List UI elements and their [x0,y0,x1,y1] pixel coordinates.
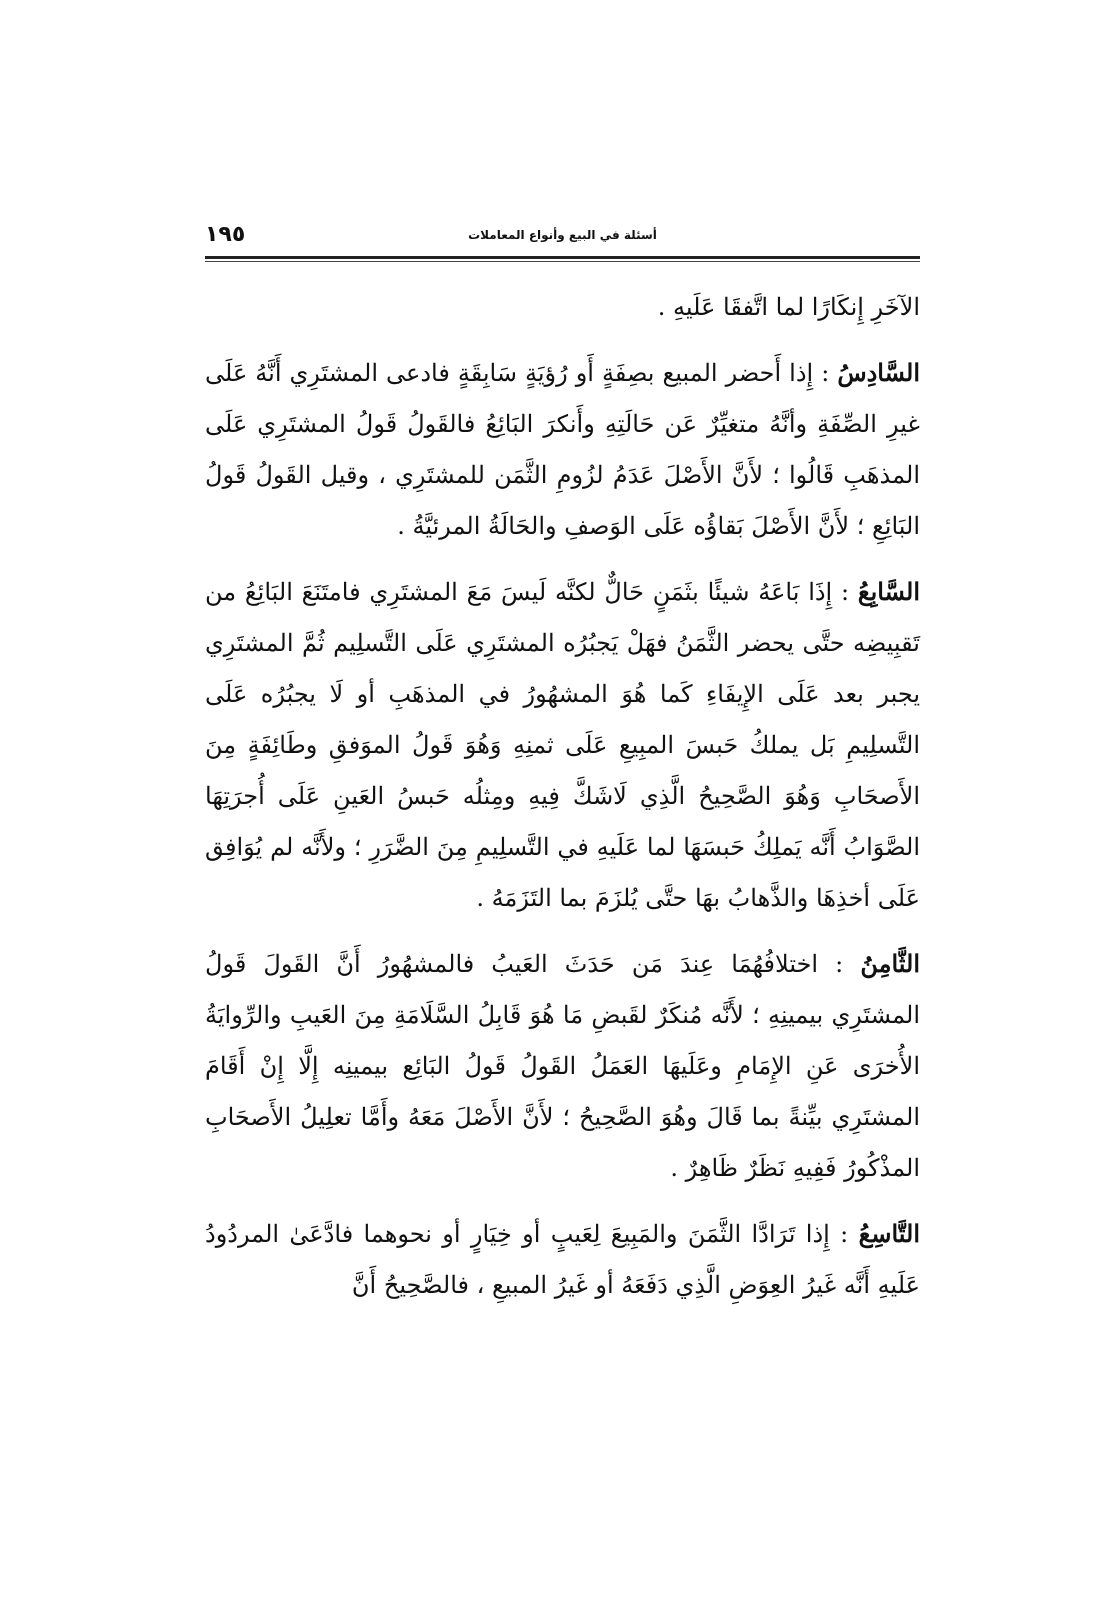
paragraph-text: : اختلافُهُمَا عِندَ مَن حَدَثَ العَيبُ فالمشهُورُ أَنَّ القَولَ قَولُ المشتَرِي بيمينِهِ ؛ لأَنَّه مُنكَرٌ لقَبضِ مَا هُوَ قَابِلُ السَّلَامَةِ مِنَ العَيبِ والرِّوايَةُ الأُخرَى عَنِ الإِمَامِ وعَلَيهَا العَمَلُ القَولُ قَولُ البَائِع بيمينِه إِلَّا إِنْ أَقَامَ المشتَرِي بيِّنةً بما قَالَ وهُوَ الصَّحِيحُ ؛ لأَنَّ الأَصْلَ مَعَهُ وأَمَّا تعلِيلُ الأَصحَابِ المذْكُورُ فَفِيهِ نَظَرٌ ظَاهِرٌ . [205,950,920,1182]
paragraph-eighth [205,938,920,1194]
running-head [205,222,920,254]
paragraph-term: الثَّامِنُ [860,949,920,978]
page-number: ١٩٥ [205,222,246,247]
paragraph-ninth [205,1208,920,1311]
paragraph-continuation [205,282,920,333]
header-rule-thick [205,256,920,259]
paragraph-seventh [205,566,920,924]
paragraph-term: السَّابِعُ [857,577,920,606]
paragraph-text: : إِذَا بَاعَهُ شيئًا بثَمَنٍ حَالٌّ لكنَّه لَيسَ مَعَ المشتَرِي فامتَنَعَ البَائِعُ من تَقبِيضِه حتَّى يحضر الثَّمَنُ فهَلْ يَجبُرُه المشتَرِي عَلَى التَّسلِيم ثُمَّ المشتَرِي يجبر بعد عَلَى الإِيفَاءِ كَما هُوَ المشهُورُ في المذهَبِ أو لَا يجبُرُه عَلَى التَّسلِيمِ بَل يملكُ حَبسَ المبِيعِ عَلَى ثمنِهِ وَهُوَ قَولُ الموَفقِ وطَائِفَةٍ مِنَ الأَصحَابِ وَهُوَ الصَّحِيحُ الَّذِي لَاشَكَّ فِيهِ ومِثلُه حَبسُ العَينِ عَلَى أُجرَتِهَا الصَّوَابُ أَنَّه يَملِكُ حَبسَهَا لما عَلَيهِ في التَّسلِيمِ مِنَ الضَّرَرِ ؛ ولأَنَّه لم يُوَافِق عَلَى أخذِهَا والذَّهابُ بهَا حتَّى يُلزَمَ بما التَزَمَهُ . [205,578,920,912]
body-text [205,282,920,1325]
paragraph-sixth [205,347,920,552]
paragraph-text: : إِذا تَرَادَّا الثَّمَنَ والمَبِيعَ لِعَيبٍ أو خِيَارٍ أو نحوهما فادَّعَىٰ المردُودُ عَلَيهِ أَنَّه غَيرُ العِوَضِ الَّذِي دَفَعَهُ أو غَيرُ المبيعِ ، فالصَّحِيحُ أَنَّ [205,1220,920,1299]
header-rule-thin [205,261,920,262]
paragraph-text: : إِذا أَحضر المبيع بصِفَةٍ أَو رُؤيَةٍ سَابِقَةٍ فادعى المشتَرِي أَنَّهُ عَلَى غيرِ الصِّفَةِ وأنَّهُ متغيِّرٌ عَن حَالَتِهِ وأَنكرَ البَائِعُ فالقَولُ قَولُ المشتَرِي عَلَى المذهَبِ قَالُوا ؛ لأَنَّ الأَصْلَ عَدَمُ لزُومِ الثَّمَن للمشتَرِي ، وقيل القَولُ قَولُ البَائِعِ ؛ لأَنَّ الأَصْلَ بَقاؤُه عَلَى الوَصفِ والحَالَةُ المرئيَّةُ . [205,359,920,540]
paragraph-term: السَّادِسُ [837,358,920,387]
book-title: أسئلة في البيع وأنواع المعاملات [468,228,657,242]
paragraph-term: التَّاسِعُ [858,1219,920,1248]
paragraph-text: الآخَرِ إِنكَارًا لما اتَّفقَا عَلَيهِ . [657,293,920,321]
